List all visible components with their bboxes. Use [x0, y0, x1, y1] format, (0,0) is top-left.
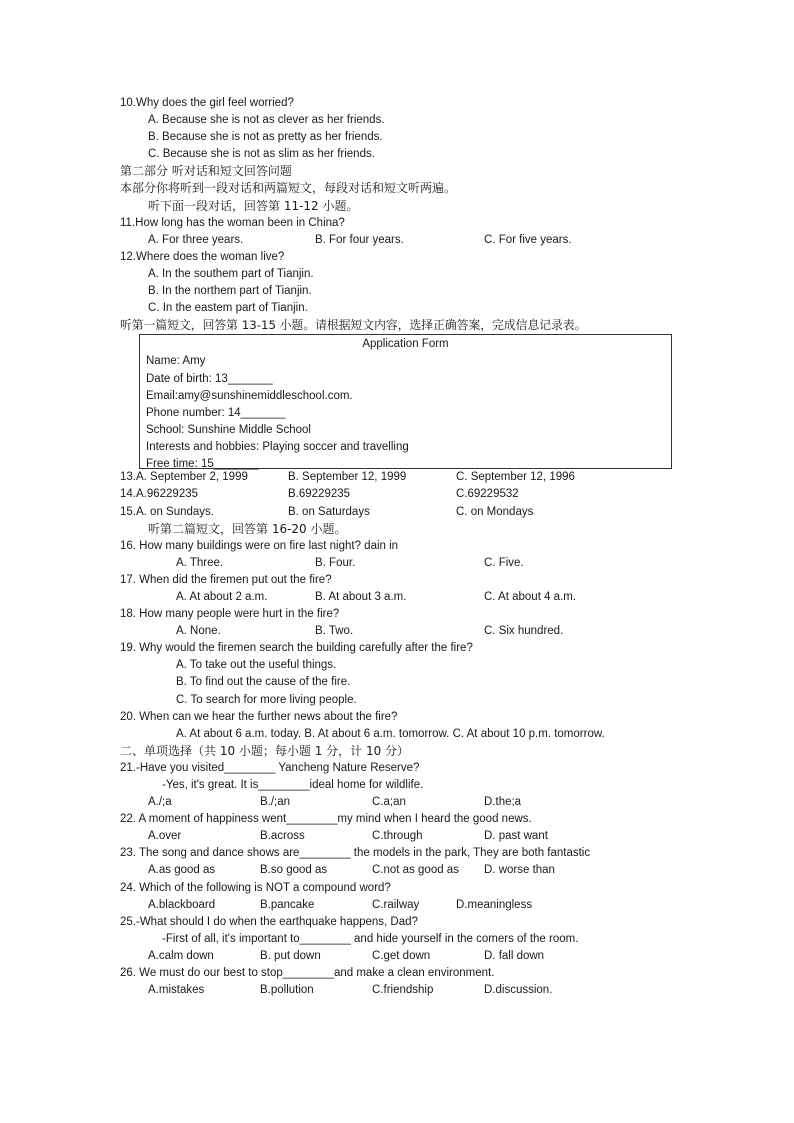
question-16-option-b: B. Four.: [315, 556, 356, 569]
dialog-intro: 听下面一段对话，回答第 11-12 小题。: [148, 198, 359, 213]
question-11-stem: 11.How long has the woman been in China?: [120, 216, 345, 229]
question-25-option-c: C.get down: [372, 949, 431, 962]
question-18-options: [0, 623, 794, 640]
question-12-option-c: C. In the eastem part of Tianjin.: [148, 302, 308, 315]
question-14-option-c: C.69229532: [456, 488, 519, 501]
question-13-options: [0, 469, 794, 486]
question-24-option-c: C.railway: [372, 898, 420, 911]
question-14-option-a: 14.A.96229235: [120, 488, 199, 501]
question-12-stem: 12.Where does the woman live?: [120, 250, 285, 263]
question-11-option-b: B. For four years.: [315, 233, 404, 246]
form-row-date-of-birth: Date of birth: 13_______: [146, 372, 273, 385]
question-10-option-c: C. Because she is not as slim as her friends.: [148, 148, 375, 161]
form-row-school: School: Sunshine Middle School: [146, 423, 311, 436]
question-21-options: [0, 794, 794, 811]
question-21-line2: -Yes, it's great. It is________ideal home for wildlife.: [162, 779, 424, 791]
question-22-stem: 22. A moment of happiness went________my mind when I heard the good news.: [120, 813, 532, 826]
question-26-option-a: A.mistakes: [148, 984, 205, 997]
question-16-option-c: C. Five.: [484, 556, 524, 569]
question-25-options: [0, 948, 794, 965]
question-23-stem: 23. The song and dance shows are________ the models in the park, They are both fantastic: [120, 847, 591, 860]
question-17-options: [0, 589, 794, 606]
question-15-option-b: B. on Saturdays: [288, 505, 370, 518]
form-row-phone: Phone number: 14_______: [146, 406, 286, 419]
question-22-option-c: C.through: [372, 830, 423, 843]
question-20-stem: 20. When can we hear the further news about the fire?: [120, 710, 398, 723]
question-17-option-a: A. At about 2 a.m.: [176, 590, 268, 603]
question-21-line1: 21.-Have you visited________ Yancheng Nature Reserve?: [120, 761, 420, 774]
part2-instruction: 本部分你将听到一段对话和两篇短文，每段对话和短文听两遍。: [120, 181, 457, 196]
question-19-stem: 19. Why would the firemen search the building carefully after the fire?: [120, 642, 473, 655]
question-10-option-a: A. Because she is not as clever as her friends.: [148, 114, 385, 127]
form-row-free-time: Free time: 15_______: [146, 457, 259, 470]
question-18-option-c: C. Six hundred.: [484, 625, 564, 638]
question-15-option-c: C. on Mondays: [456, 505, 534, 518]
question-15-options: [0, 504, 794, 521]
question-26-options: [0, 982, 794, 999]
question-20-options: A. At about 6 a.m. today. B. At about 6 a.m. tomorrow. C. At about 10 p.m. tomorrow.: [176, 727, 605, 740]
question-18-option-a: A. None.: [176, 625, 221, 638]
form-row-interests: Interests and hobbies: Playing soccer and travelling: [146, 440, 409, 453]
question-26-option-c: C.friendship: [372, 984, 434, 997]
question-26-stem: 26. We must do our best to stop________and make a clean environment.: [120, 967, 495, 980]
passage2-intro: 听第二篇短文，回答第 16-20 小题。: [148, 521, 347, 536]
question-17-option-c: C. At about 4 a.m.: [484, 590, 577, 603]
passage1-intro: 听第一篇短文，回答第 13-15 小题。请根据短文内容，选择正确答案，完成信息记录表。: [120, 318, 587, 333]
question-15-option-a: 15.A. on Sundays.: [120, 505, 214, 518]
question-14-option-b: B.69229235: [288, 488, 351, 501]
question-10-stem: 10.Why does the girl feel worried?: [120, 97, 294, 109]
question-24-options: [0, 897, 794, 914]
question-17-option-b: B. At about 3 a.m.: [315, 590, 407, 603]
question-22-option-a: A.over: [148, 830, 182, 843]
question-18-stem: 18. How many people were hurt in the fire?: [120, 608, 340, 621]
exam-page: [0, 95, 794, 999]
question-21-option-c: C.a;an: [372, 796, 406, 809]
question-22-options: [0, 828, 794, 845]
form-row-name: Name: Amy: [146, 355, 206, 368]
application-form-box: [139, 334, 672, 469]
question-21-option-a: A./;a: [148, 796, 172, 809]
question-25-line1: 25.-What should I do when the earthquake happens, Dad?: [120, 915, 418, 928]
question-23-options: [0, 862, 794, 879]
question-22-option-b: B.across: [260, 830, 305, 843]
question-12-option-a: A. In the southem part of Tianjin.: [148, 267, 314, 280]
part2-heading: 第二部分 听对话和短文回答问题: [120, 164, 292, 179]
question-11-options: [0, 232, 794, 249]
question-18-option-b: B. Two.: [315, 625, 354, 638]
question-19-option-c: C. To search for more living people.: [176, 693, 357, 706]
application-form-title: Application Form: [362, 338, 449, 351]
question-16-options: [0, 555, 794, 572]
question-25-option-b: B. put down: [260, 949, 321, 962]
question-23-option-d: D. worse than: [484, 864, 555, 877]
question-21-option-b: B./;an: [260, 796, 291, 809]
question-24-option-d: D.meaningless: [456, 898, 533, 911]
question-22-option-d: D. past want: [484, 830, 548, 843]
question-26-option-b: B.pollution: [260, 984, 314, 997]
question-11-option-a: A. For three years.: [148, 233, 244, 246]
question-25-line2: -First of all, it's important to________ and hide yourself in the comers of the room.: [162, 932, 579, 945]
question-25-option-d: D. fall down: [484, 949, 545, 962]
question-17-stem: 17. When did the firemen put out the fire?: [120, 573, 332, 586]
question-23-option-a: A.as good as: [148, 864, 216, 877]
question-19-option-b: B. To find out the cause of the fire.: [176, 676, 351, 689]
question-24-stem: 24. Which of the following is NOT a compound word?: [120, 881, 391, 894]
form-row-email: Email:amy@sunshinemiddleschool.com.: [146, 389, 353, 402]
question-13-option-c: C. September 12, 1996: [456, 471, 575, 484]
question-25-option-a: A.calm down: [148, 949, 214, 962]
question-16-option-a: A. Three.: [176, 556, 224, 569]
section2-heading: 二、单项选择（共 10 小题；每小题 1 分，计 10 分）: [120, 743, 410, 758]
question-10-option-b: B. Because she is not as pretty as her friends.: [148, 131, 383, 144]
question-26-option-d: D.discussion.: [484, 984, 553, 997]
question-16-stem: 16. How many buildings were on fire last night? dain in: [120, 539, 399, 552]
question-13-option-b: B. September 12, 1999: [288, 471, 407, 484]
question-19-option-a: A. To take out the useful things.: [176, 659, 337, 672]
question-23-option-b: B.so good as: [260, 864, 328, 877]
question-24-option-b: B.pancake: [260, 898, 315, 911]
question-13-option-a: 13.A. September 2, 1999: [120, 471, 248, 484]
question-11-option-c: C. For five years.: [484, 233, 572, 246]
question-14-options: [0, 486, 794, 503]
question-24-option-a: A.blackboard: [148, 898, 216, 911]
question-12-option-b: B. In the northem part of Tianjin.: [148, 285, 312, 298]
question-21-option-d: D.the;a: [484, 796, 522, 809]
question-23-option-c: C.not as good as: [372, 864, 459, 877]
